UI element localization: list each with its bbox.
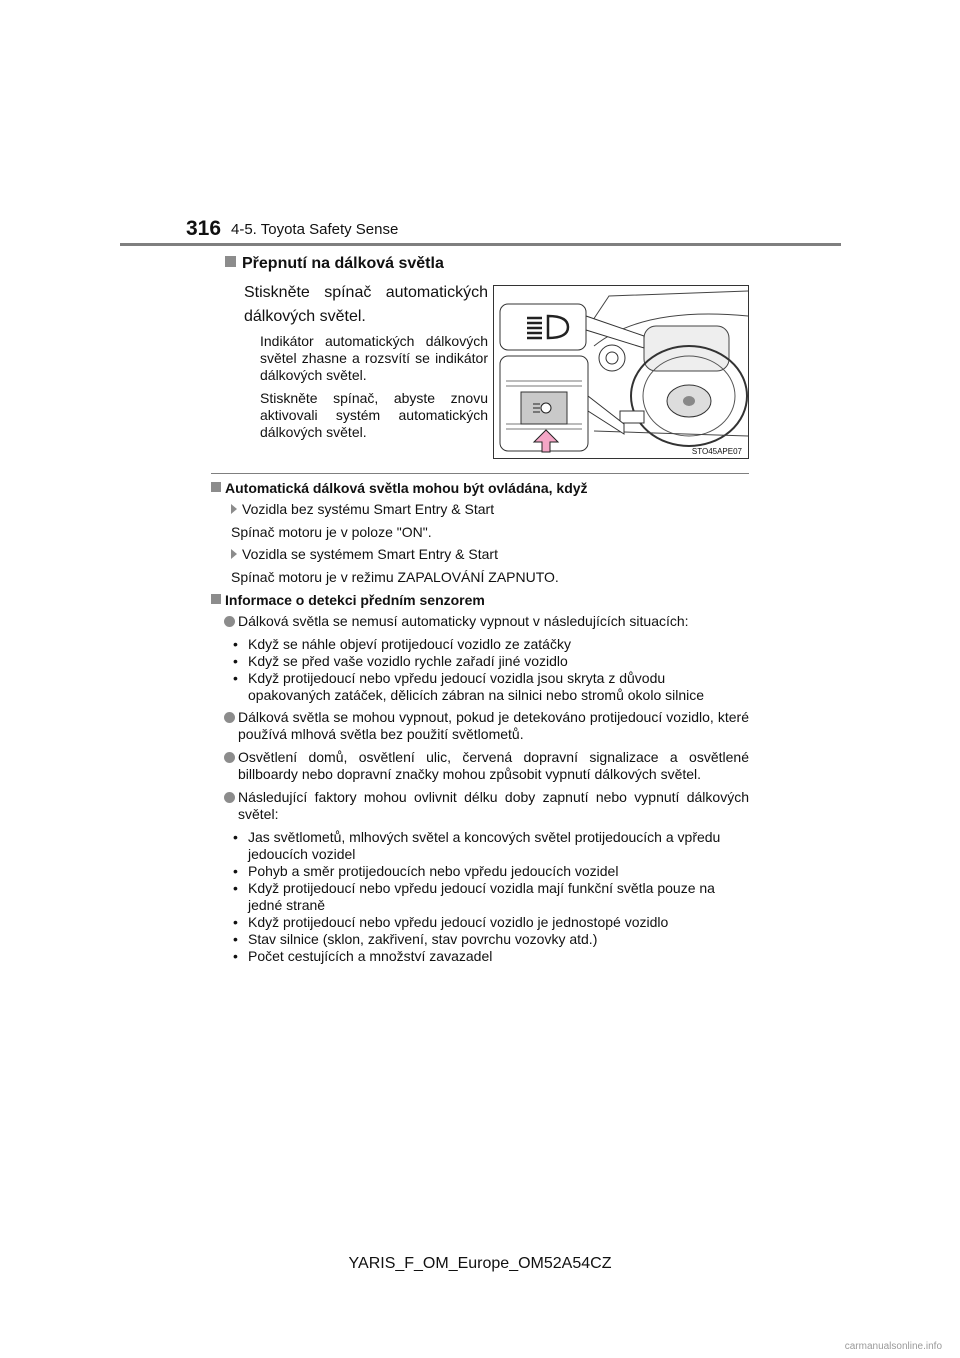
circle-bullet-icon (224, 792, 235, 803)
page-number: 316 (186, 217, 222, 240)
condition-text-2: Spínač motoru je v režimu ZAPALOVÁNÍ ZAPNUTO. (231, 569, 559, 585)
figure-code: STO45APE07 (691, 447, 742, 456)
notes-divider (211, 473, 749, 474)
instruction-text: Stiskněte spínač automatických dálkových světel. (244, 284, 488, 325)
bullet-item-1 (224, 613, 749, 630)
condition-item-2-text: Vozidla se systémem Smart Entry & Start (242, 546, 498, 562)
condition-text-1: Spínač motoru je v poloze "ON". (231, 524, 432, 540)
list-item-text: Počet cestujících a množství zavazadel (248, 948, 493, 964)
bullet-item-2 (224, 709, 749, 743)
list-item-text: Když protijedoucí nebo vpředu jedoucí vozidlo je jednostopé vozidlo (248, 914, 669, 930)
list-item-text: Stav silnice (sklon, zakřivení, stav povrchu vozovky atd.) (248, 931, 598, 947)
arrow-bullet-icon (231, 504, 237, 514)
condition-item-1-text: Vozidla bez systému Smart Entry & Start (242, 501, 495, 517)
circle-bullet-icon (224, 616, 235, 627)
list-item: • Stav silnice (sklon, zakřivení, stav povrchu vozovky atd.) (233, 931, 598, 947)
list-item: • Když se před vaše vozidlo rychle zařadí jiné vozidlo (233, 653, 568, 669)
situations-list (233, 636, 749, 704)
bullet-item-4 (224, 789, 749, 823)
document-id-footer: YARIS_F_OM_Europe_OM52A54CZ (348, 1255, 612, 1272)
list-item: • Když protijedoucí nebo vpředu jedoucí vozidla jsou skryta z důvodu opakovaných zatáček, dělicích zábran na silnici nebo stromů okolo silnice (233, 670, 705, 703)
header-divider (120, 243, 841, 246)
sub-paragraph-1: Indikátor automatických dálkových světel zhasne a rozsvítí se indikátor dálkových světel. (260, 333, 488, 383)
circle-bullet-icon (224, 752, 235, 763)
condition-item-1 (231, 501, 494, 517)
list-item-text: Pohyb a směr protijedoucích nebo vpředu jedoucích vozidel (248, 863, 619, 879)
bullet-item-1-text: Dálková světla se nemusí automaticky vypnout v následujících situacích: (238, 613, 689, 629)
note-heading-2-text: Informace o detekci předním senzorem (225, 592, 485, 608)
factors-list (233, 829, 749, 965)
section-heading (225, 255, 444, 273)
note-heading-1 (211, 480, 588, 496)
list-item-text: Když se před vaše vozidlo rychle zařadí jiné vozidlo (248, 653, 568, 669)
list-item: • Když protijedoucí nebo vpředu jedoucí vozidla mají funkční světla pouze na jedné straně (233, 880, 715, 913)
watermark: carmanualsonline.info (844, 1341, 942, 1352)
list-item: • Když protijedoucí nebo vpředu jedoucí vozidlo je jednostopé vozidlo (233, 914, 669, 930)
list-item: • Pohyb a směr protijedoucích nebo vpředu jedoucích vozidel (233, 863, 619, 879)
list-item-text: Když protijedoucí nebo vpředu jedoucí vozidla jsou skryta z důvodu opakovaných zatáček, dělicích zábran na silnici nebo stromů okolo silnice (248, 670, 705, 703)
section-title: 4-5. Toyota Safety Sense (231, 221, 399, 238)
square-bullet-icon (211, 594, 221, 604)
bullet-item-3 (224, 749, 749, 783)
note-heading-2 (211, 592, 485, 608)
square-bullet-icon (211, 482, 221, 492)
circle-bullet-icon (224, 712, 235, 723)
list-item-text: Když protijedoucí nebo vpředu jedoucí vozidla mají funkční světla pouze na jedné straně (248, 880, 715, 913)
dashboard-illustration (493, 285, 749, 459)
bullet-item-2-text: Dálková světla se mohou vypnout, pokud je detekováno protijedoucí vozidlo, které používá mlhová světla bez použití světlometů. (238, 709, 749, 742)
sub-paragraph-2: Stiskněte spínač, abyste znovu aktivovali systém automatických dálkových světel. (260, 390, 488, 440)
section-heading-text: Přepnutí na dálková světla (242, 255, 444, 272)
list-item: • Počet cestujících a množství zavazadel (233, 948, 493, 964)
list-item-text: Když se náhle objeví protijedoucí vozidlo ze zatáčky (248, 636, 571, 652)
note-heading-1-text: Automatická dálková světla mohou být ovládána, když (225, 480, 588, 496)
bullet-item-4-text: Následující faktory mohou ovlivnit délku doby zapnutí nebo vypnutí dálkových světel: (238, 789, 749, 822)
bullet-item-3-text: Osvětlení domů, osvětlení ulic, červená dopravní signalizace a osvětlené billboardy nebo dopravní značky mohou způsobit vypnutí dálkových světel. (238, 749, 749, 782)
list-item: • Když se náhle objeví protijedoucí vozidlo ze zatáčky (233, 636, 571, 652)
condition-item-2 (231, 546, 498, 562)
arrow-bullet-icon (231, 549, 237, 559)
square-bullet-icon (225, 256, 236, 267)
list-item: • Jas světlometů, mlhových světel a koncových světel protijedoucích a vpředu jedoucích vozidel (233, 829, 721, 862)
steering-wheel-illustration (494, 286, 748, 458)
list-item-text: Jas světlometů, mlhových světel a koncových světel protijedoucích a vpředu jedoucích vozidel (248, 829, 721, 862)
